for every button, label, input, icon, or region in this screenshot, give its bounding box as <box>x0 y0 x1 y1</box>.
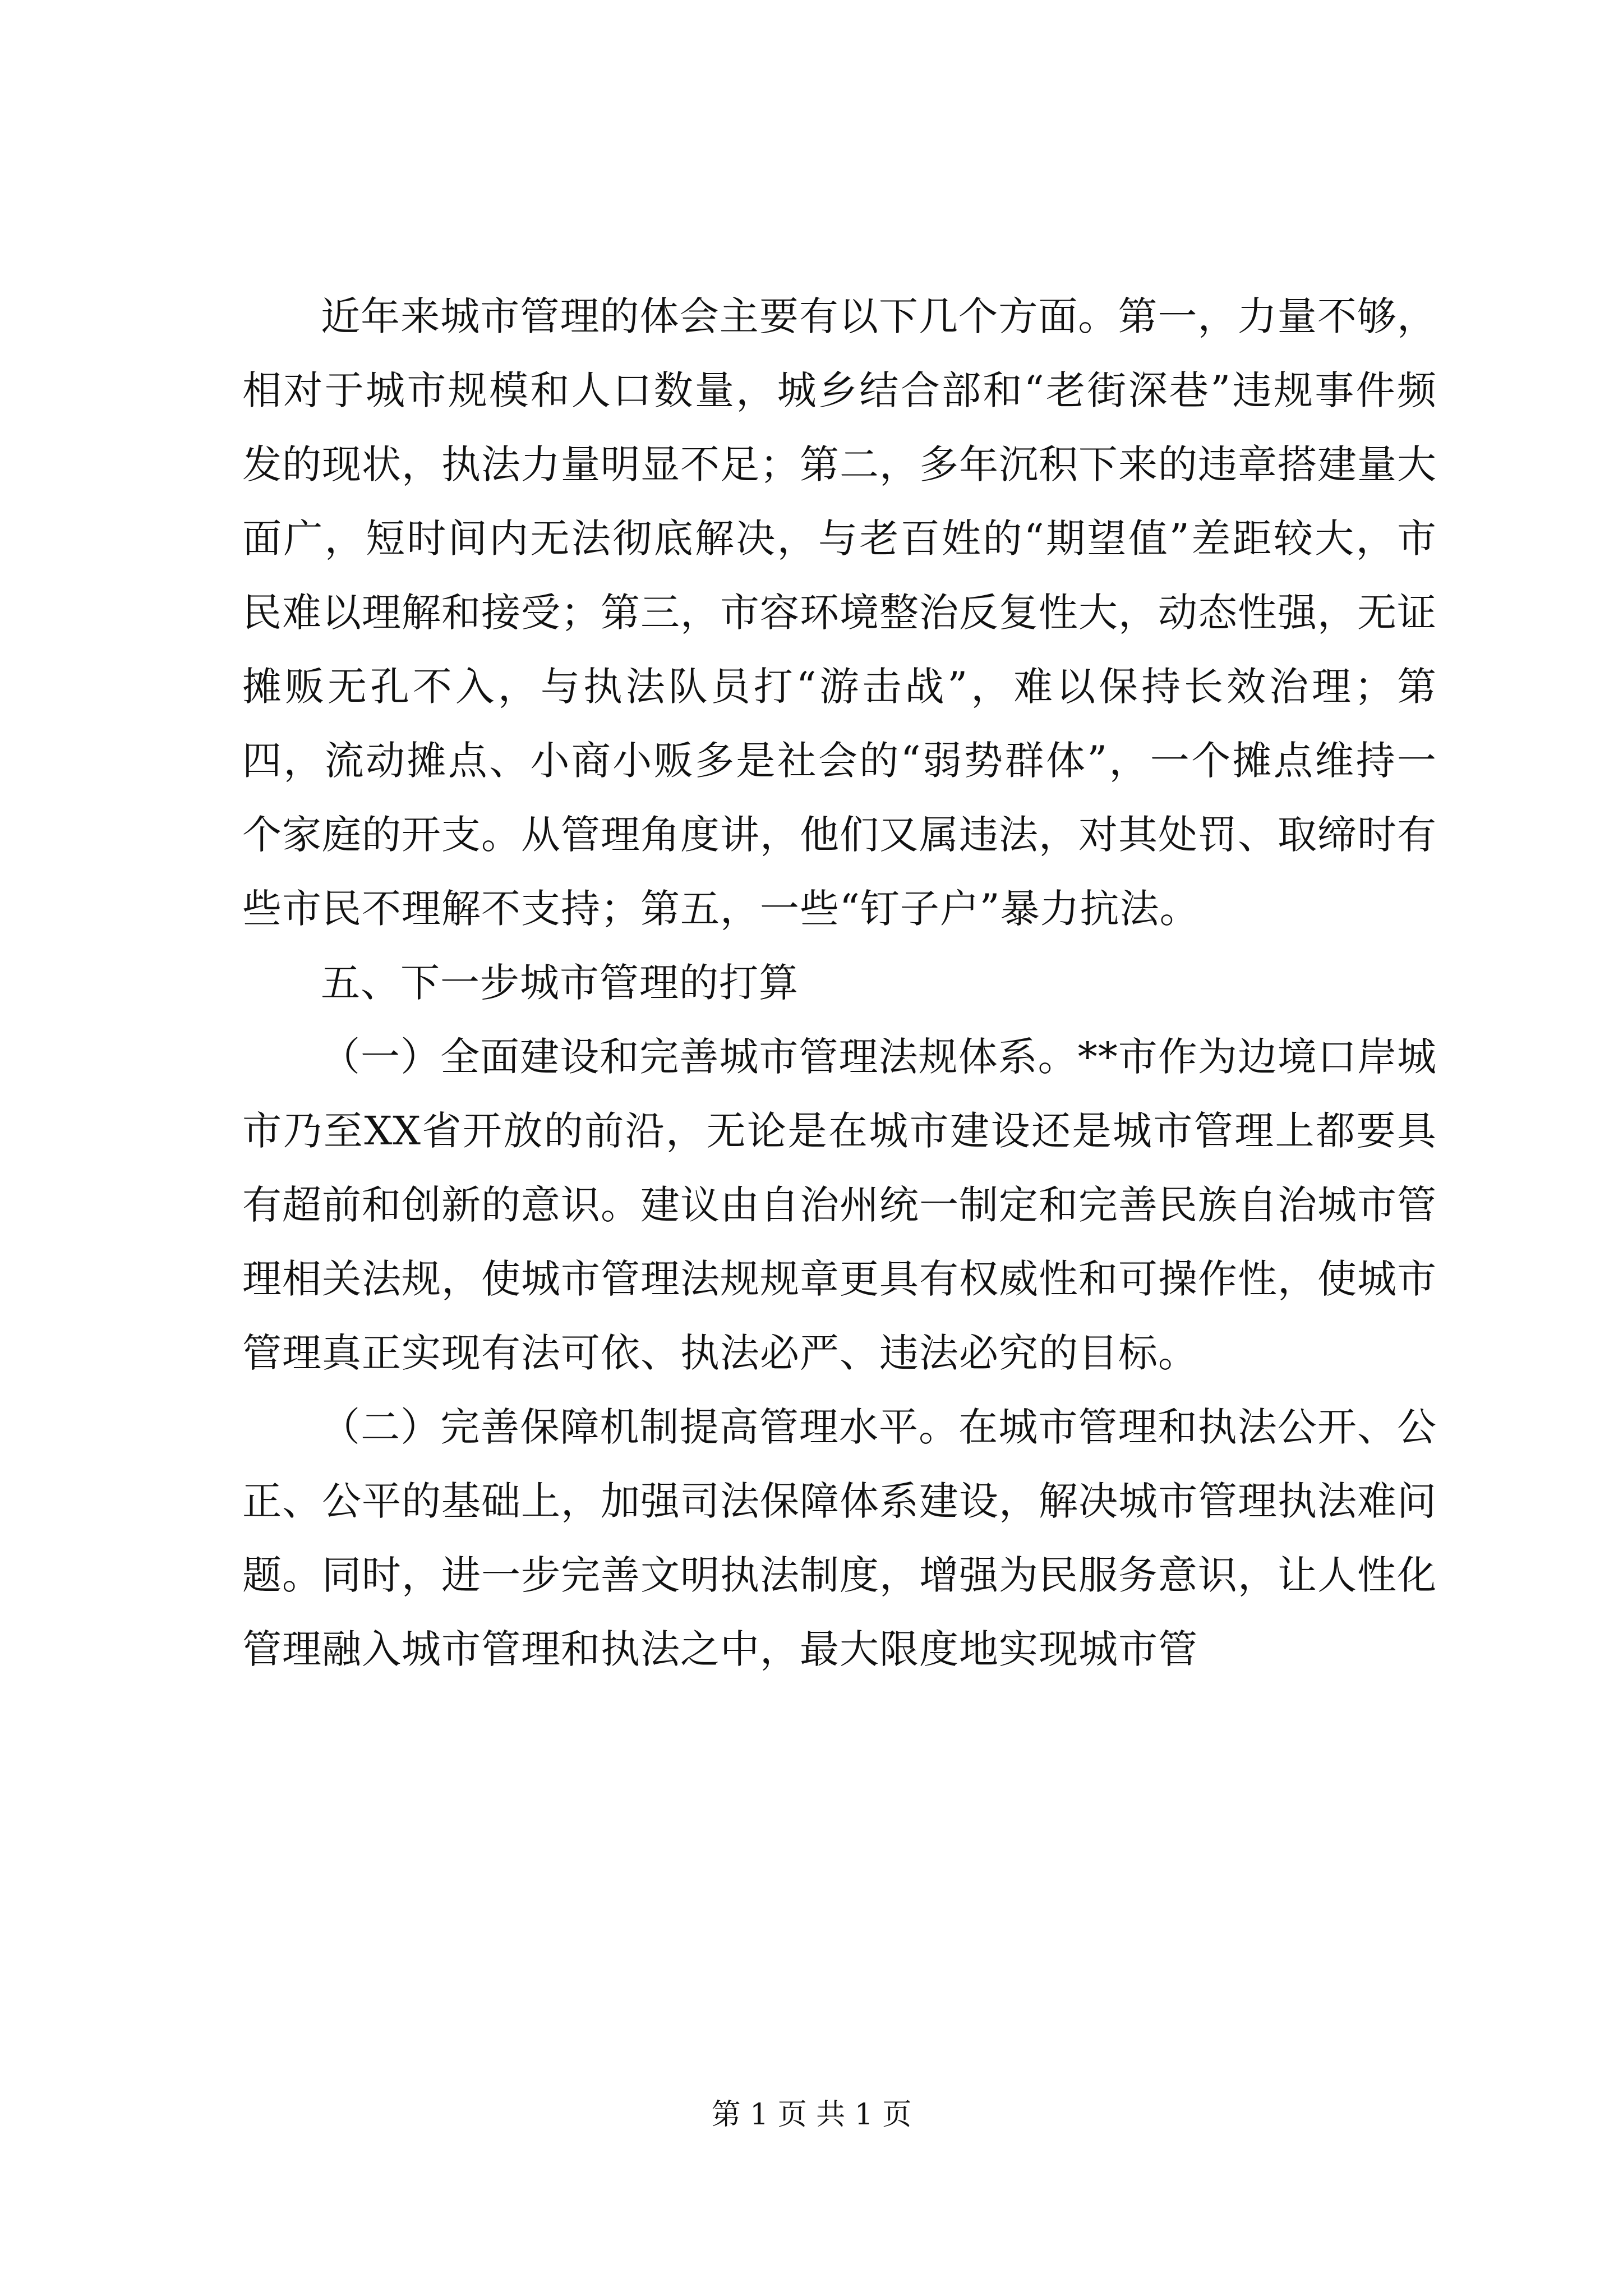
page-footer: 第 1 页 共 1 页 <box>711 2098 912 2132</box>
document-body <box>242 279 1437 1686</box>
paragraph-guarantee-mechanism: （二）完善保障机制提高管理水平。在城市管理和执法公开、公正、公平的基础上，加强司法保障体系建设，解决城市管理执法难问题。同时，进一步完善文明执法制度，增强为民服务意识，让人性化管理融入城市管理和执法之中，最大限度地实现城市管 <box>242 1404 1437 1672</box>
paragraph-regulations: （一）全面建设和完善城市管理法规体系。**市作为边境口岸城市乃至XX省开放的前沿，无论是在城市建设还是城市管理上都要具有超前和创新的意识。建议由自治州统一制定和完善民族自治城市管理相关法规，使城市管理法规规章更具有权威性和可操作性，使城市管理真正实现有法可依、执法必严、违法必究的目标。 <box>242 1034 1437 1376</box>
section-heading-next-steps: 五、下一步城市管理的打算 <box>321 960 799 1006</box>
paragraph-experience: 近年来城市管理的体会主要有以下几个方面。第一，力量不够，相对于城市规模和人口数量，城乡结合部和“老街深巷”违规事件频发的现状，执法力量明显不足；第二，多年沉积下来的违章搭建量大面广，短时间内无法彻底解决，与老百姓的“期望值”差距较大，市民难以理解和接受；第三，市容环境整治反复性大，动态性强，无证摊贩无孔不入，与执法队员打“游击战”，难以保持长效治理；第四，流动摊点、小商小贩多是社会的“弱势群体”，一个摊点维持一个家庭的开支。从管理角度讲，他们又属违法，对其处罚、取缔时有些市民不理解不支持；第五，一些“钉子户”暴力抗法。 <box>242 293 1437 932</box>
